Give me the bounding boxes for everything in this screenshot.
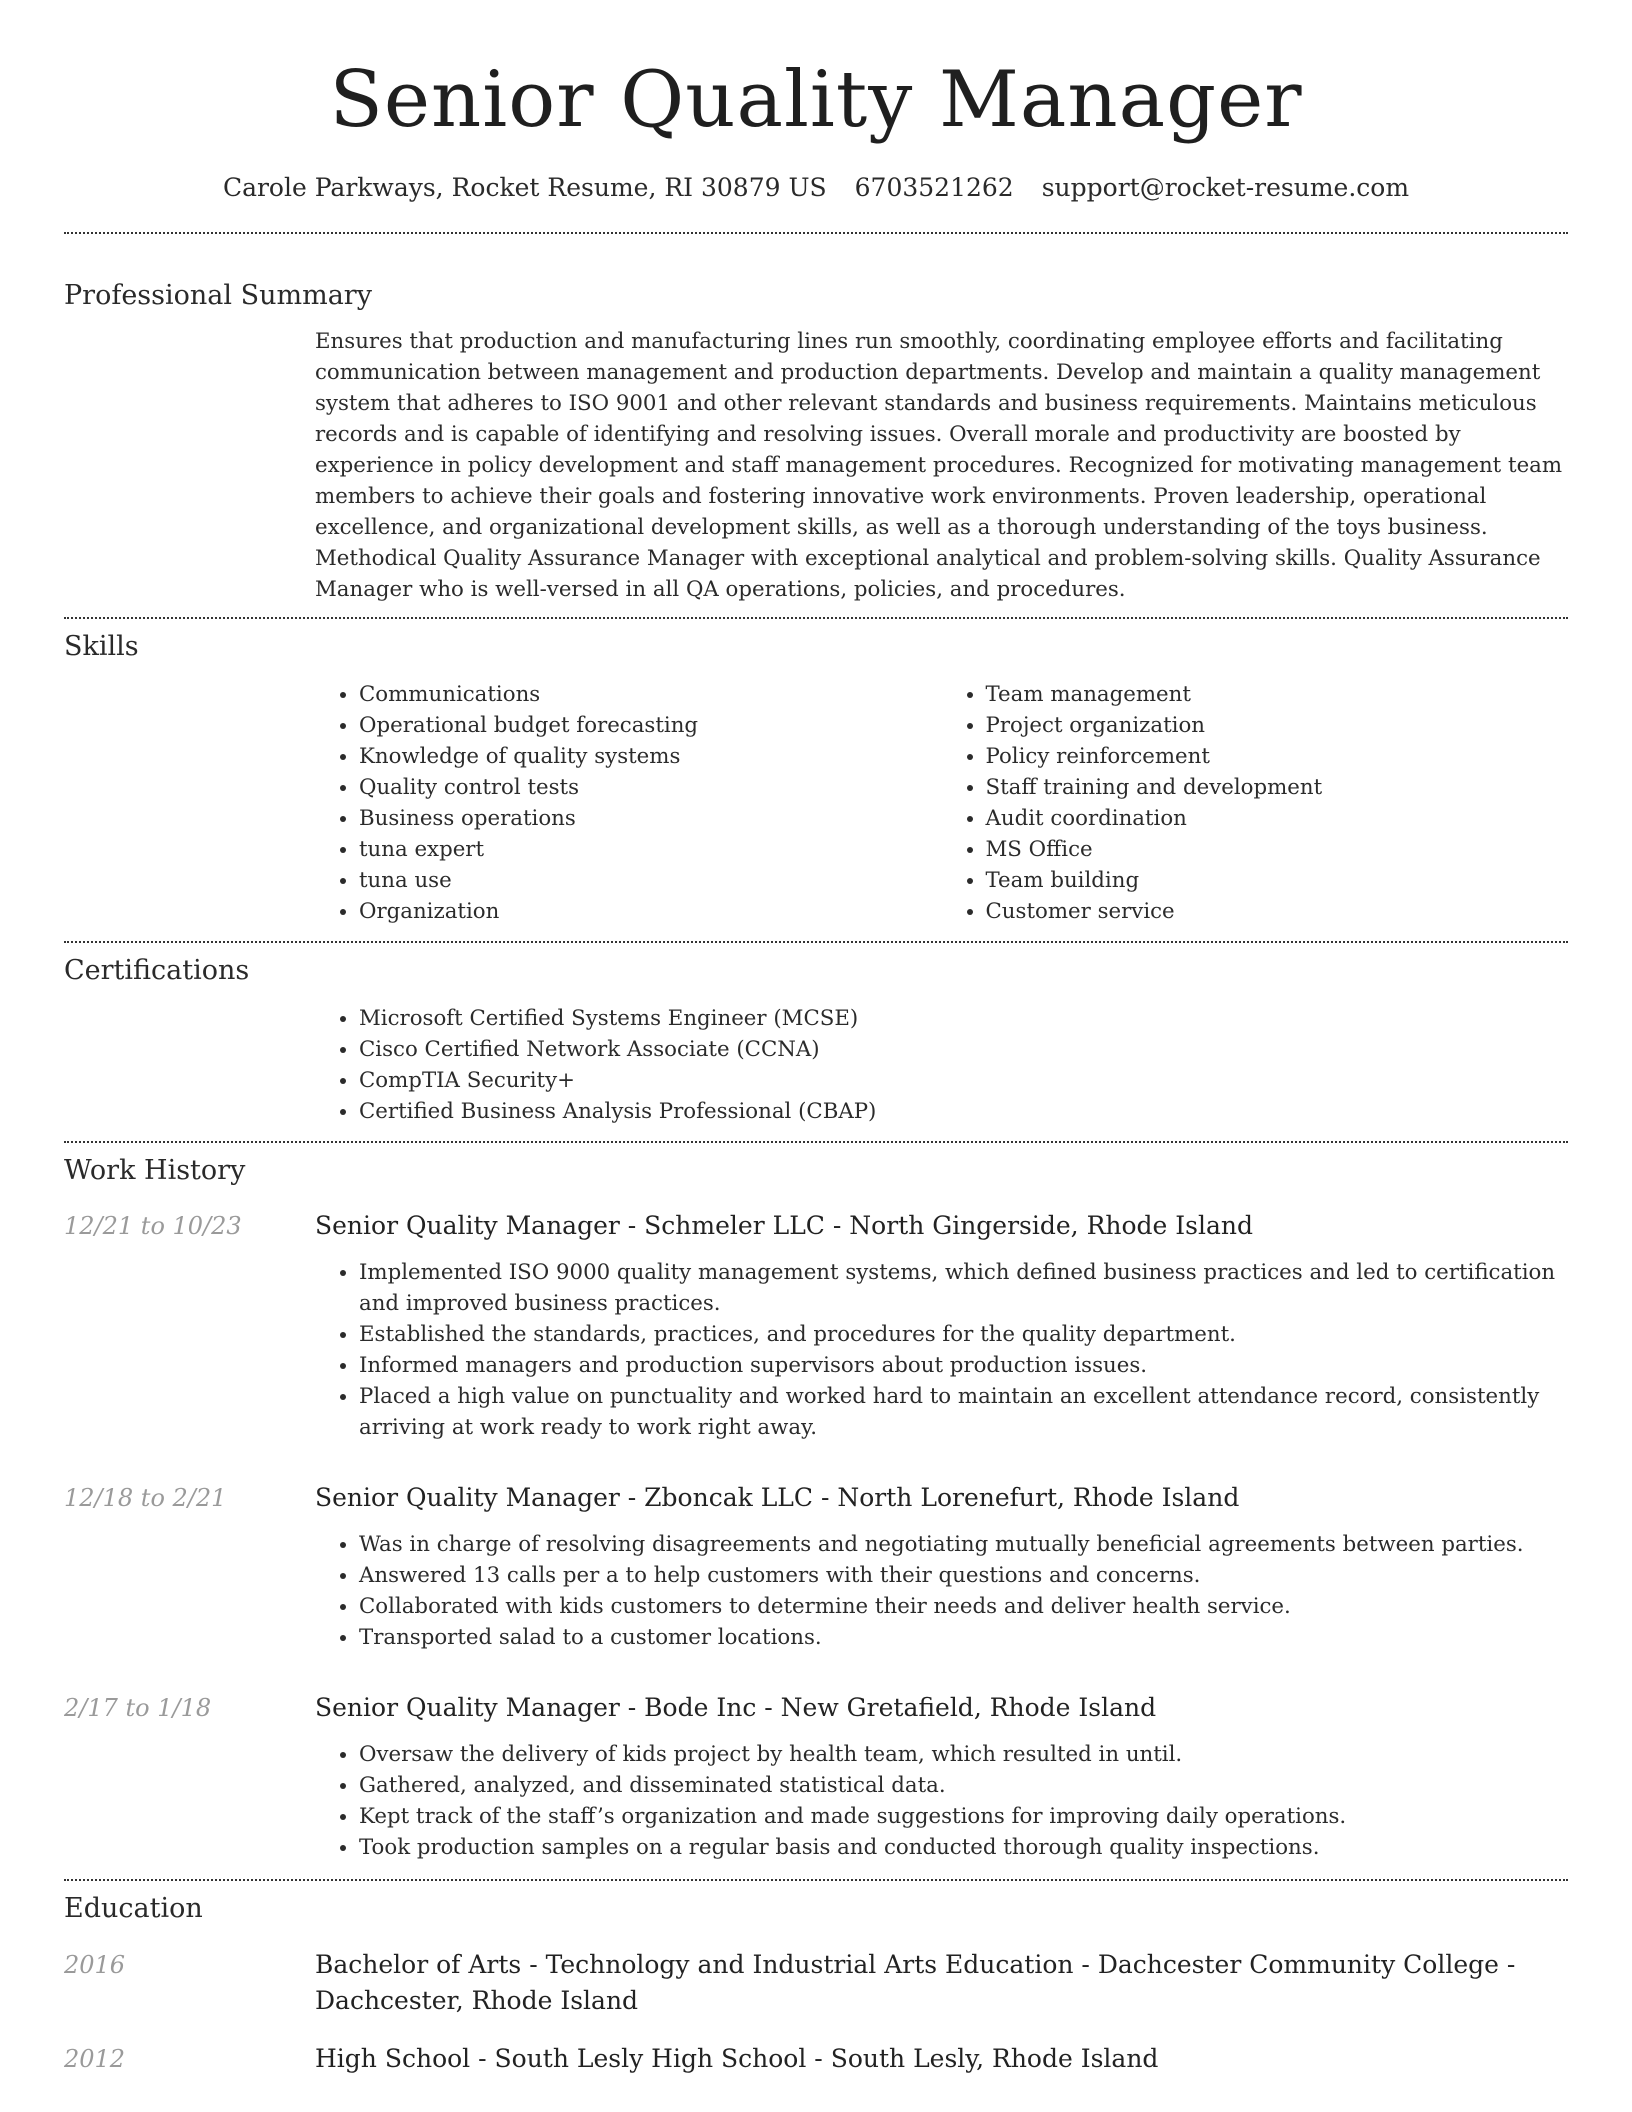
education-year: 2012 [64, 2045, 126, 2073]
job-dates: 12/21 to 10/23 [64, 1212, 242, 1240]
list-item: • Operational budget forecasting [359, 710, 942, 741]
education-year: 2016 [64, 1951, 126, 1979]
job-title: Senior Quality Manager - Zboncak LLC - North Lorenefurt, Rhode Island [315, 1483, 1240, 1512]
list-item: • Answered 13 calls per a to help customers with their questions and concerns. [359, 1560, 1568, 1591]
list-item: • Audit coordination [986, 803, 1569, 834]
list-item: • Team building [986, 865, 1569, 896]
list-item: • tuna use [359, 865, 942, 896]
list-item: • Communications [359, 679, 942, 710]
education-heading: Education [64, 1893, 203, 1924]
contact-line [0, 170, 1632, 206]
list-item: • Business operations [359, 803, 942, 834]
list-item: • tuna expert [359, 834, 942, 865]
summary-text: Ensures that production and manufacturing lines run smoothly, coordinating employee efforts and facilitating communication between management and production departments. Develop and maintain a quality management system that adheres to ISO 9001 and other relevant standards and business requirements. Maintains meticulous records and is capable of identifying and resolving issues. Overall morale and productivity are boosted by experience in policy development and staff management procedures. Recognized for motivating management team members to achieve their goals and fostering innovative work environments. Proven leadership, operational excellence, and organizational development skills, as well as a thorough understanding of the toys business. Methodical Quality Assurance Manager with exceptional analytical and problem-solving skills. Quality Assurance Manager who is well-versed in all QA operations, policies, and procedures. [315, 329, 1563, 602]
job-entry [64, 1479, 1568, 1663]
list-item: • Gathered, analyzed, and disseminated statistical data. [359, 1770, 1568, 1801]
list-item: • Transported salad to a customer locations. [359, 1622, 1568, 1653]
skills-heading: Skills [64, 631, 139, 662]
list-item: • Customer service [986, 896, 1569, 927]
list-item: • Cisco Certified Network Associate (CCNA) [359, 1034, 1568, 1065]
phone-text: 6703521262 [854, 173, 1014, 202]
job-title: Senior Quality Manager - Schmeler LLC - North Gingerside, Rhode Island [315, 1211, 1254, 1240]
work-history-heading: Work History [64, 1155, 246, 1186]
list-item: • Oversaw the delivery of kids project by health team, which resulted in until. [359, 1739, 1568, 1770]
list-item: • Was in charge of resolving disagreements and negotiating mutually beneficial agreements between parties. [359, 1529, 1568, 1560]
list-item: • MS Office [986, 834, 1569, 865]
list-item: • Established the standards, practices, and procedures for the quality department. [359, 1319, 1568, 1350]
list-item: • Organization [359, 896, 942, 927]
skills-list-right [942, 679, 1569, 927]
resume-header [0, 0, 1632, 206]
list-item: • Microsoft Certified Systems Engineer (MCSE) [359, 1003, 1568, 1034]
job-bullets [315, 1529, 1568, 1663]
list-item: • Project organization [986, 710, 1569, 741]
certifications-heading: Certifications [64, 955, 250, 986]
work-history-section [64, 1143, 1568, 1873]
list-item: • Informed managers and production supervisors about production issues. [359, 1350, 1568, 1381]
education-section [64, 1881, 1568, 2077]
summary-section [64, 234, 1568, 617]
list-item: • Implemented ISO 9000 quality management systems, which defined business practices and led to certification and improved business practices. [359, 1257, 1568, 1319]
skills-list-left [315, 679, 942, 927]
page-title: Senior Quality Manager [329, 55, 1303, 145]
list-item: • Knowledge of quality systems [359, 741, 942, 772]
address-text: Carole Parkways, Rocket Resume, RI 30879 US [222, 173, 827, 202]
certifications-section [64, 943, 1568, 1141]
list-item: • Collaborated with kids customers to determine their needs and deliver health service. [359, 1591, 1568, 1622]
job-dates: 12/18 to 2/21 [64, 1484, 227, 1512]
job-entry [64, 1207, 1568, 1453]
summary-heading: Professional Summary [64, 280, 372, 311]
email-link[interactable]: support@rocket-resume.com [1041, 173, 1410, 202]
list-item: • Team management [986, 679, 1569, 710]
job-entry [64, 1689, 1568, 1873]
job-title: Senior Quality Manager - Bode Inc - New Gretafield, Rhode Island [315, 1693, 1157, 1722]
list-item: • Quality control tests [359, 772, 942, 803]
education-entry [64, 2041, 1568, 2077]
education-title: High School - South Lesly High School - South Lesly, Rhode Island [315, 2044, 1159, 2073]
list-item: • Certified Business Analysis Professional (CBAP) [359, 1096, 1568, 1127]
job-bullets [315, 1739, 1568, 1873]
list-item: • Placed a high value on punctuality and worked hard to maintain an excellent attendance record, consistently arriving at work ready to work right away. [359, 1381, 1568, 1443]
list-item: • Staff training and development [986, 772, 1569, 803]
education-title: Bachelor of Arts - Technology and Industrial Arts Education - Dachcester Community College - Dachcester, Rhode Island [315, 1950, 1516, 2015]
list-item: • Policy reinforcement [986, 741, 1569, 772]
skills-section [64, 619, 1568, 941]
list-item: • Kept track of the staff’s organization and made suggestions for improving daily operations. [359, 1801, 1568, 1832]
certifications-list [315, 1003, 1568, 1127]
education-entry [64, 1947, 1568, 2019]
job-dates: 2/17 to 1/18 [64, 1694, 212, 1722]
list-item: • Took production samples on a regular basis and conducted thorough quality inspections. [359, 1832, 1568, 1863]
list-item: • CompTIA Security+ [359, 1065, 1568, 1096]
job-bullets [315, 1257, 1568, 1453]
